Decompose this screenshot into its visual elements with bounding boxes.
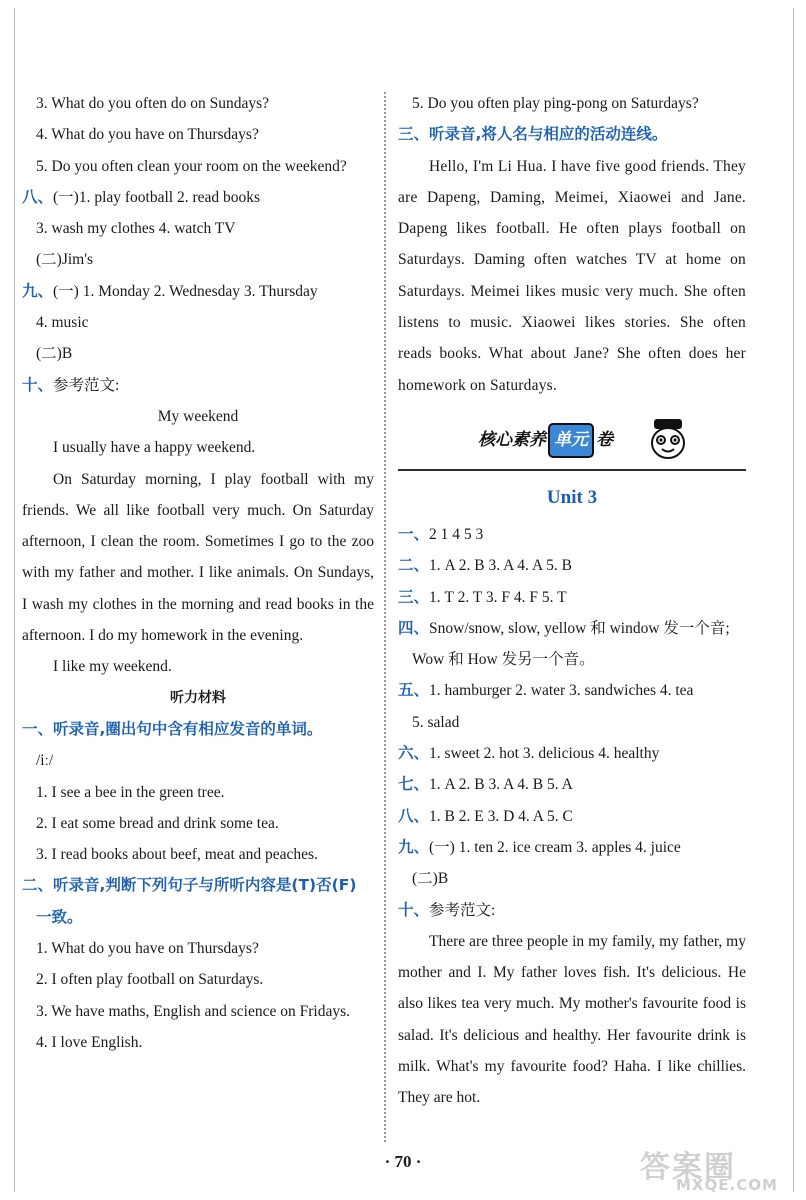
section-label: 一、 xyxy=(398,524,430,543)
answer-line: (二)Jim's xyxy=(36,251,94,269)
answer-row xyxy=(398,644,746,675)
listening-title: 听力材料 xyxy=(170,689,226,706)
answer-text: (一) 1. Monday 2. Wednesday 3. Thursday xyxy=(53,282,318,300)
answer-row xyxy=(398,707,746,738)
answer-text: 5. salad xyxy=(412,713,460,731)
answer-text: (一)1. play football 2. read books xyxy=(53,188,261,206)
answer-row xyxy=(398,550,746,581)
section-text: 听录音,将人名与相应的活动连线。 xyxy=(429,125,668,144)
answer-row xyxy=(398,769,746,800)
answer-text: Snow/snow, slow, yellow 和 window 发一个音; xyxy=(429,619,730,637)
answer-list xyxy=(398,519,746,895)
answer-row xyxy=(398,582,746,613)
unit-title: Unit 3 xyxy=(546,486,598,508)
section-label: 二、 xyxy=(398,556,430,575)
section-10 xyxy=(22,370,374,401)
answer-text: 1. hamburger 2. water 3. sandwiches 4. tea xyxy=(429,682,694,700)
question-line: 4. What do you have on Thursdays? xyxy=(36,126,259,144)
banner-box: 单元 xyxy=(548,423,594,458)
listening-item: 2. I often play football on Saturdays. xyxy=(36,971,264,989)
right-column xyxy=(398,88,746,1114)
phonetic-symbol: /iː/ xyxy=(36,752,54,770)
answer-line: 3. wash my clothes 4. watch TV xyxy=(36,220,236,238)
essay-paragraph: I usually have a happy weekend. xyxy=(53,439,256,457)
answer-text: (二)B xyxy=(412,870,449,888)
answer-text: 2 1 4 5 3 xyxy=(429,525,484,543)
question-line: 3. What do you often do on Sundays? xyxy=(36,95,270,112)
answer-row xyxy=(398,832,746,863)
section-label: 一、 xyxy=(22,719,54,738)
section-label: 八、 xyxy=(22,187,54,206)
answer-row xyxy=(398,613,746,644)
listening-section-3 xyxy=(398,119,746,150)
answer-text: 1. B 2. E 3. D 4. A 5. C xyxy=(429,807,573,825)
listening-item: 3. We have maths, English and science on Fridays. xyxy=(36,1002,350,1020)
answer-row xyxy=(398,801,746,832)
answer-text: 1. A 2. B 3. A 4. B 5. A xyxy=(429,776,573,794)
section-label: 四、 xyxy=(398,618,430,637)
listening-item: 5. Do you often play ping-pong on Saturdays? xyxy=(412,95,699,112)
answer-text: (一) 1. ten 2. ice cream 3. apples 4. juice xyxy=(429,838,681,856)
watermark xyxy=(640,1142,796,1196)
section-label: 八、 xyxy=(398,806,430,825)
essay-paragraph: I like my weekend. xyxy=(53,658,172,676)
section-text-cont: 一致。 xyxy=(36,907,83,926)
essay-title: My weekend xyxy=(157,407,239,425)
answer-row xyxy=(398,519,746,550)
listening-section-1 xyxy=(22,714,374,745)
watermark-cn: 答案圈 xyxy=(640,1150,736,1185)
answer-text: 1. A 2. B 3. A 4. A 5. B xyxy=(429,557,572,575)
section-label: 十、 xyxy=(398,900,430,919)
section-text: 参考范文: xyxy=(53,376,120,394)
unit-banner xyxy=(398,405,746,471)
essay-paragraph: On Saturday morning, I play football with my friends. We all like football very much. On Saturday afternoon, I clean the room. Sometimes I go to the zoo with my father and mother. I like animals. On Sundays, I wash my clothes in the morning and read books in the afternoon. I do my homework in the evening. xyxy=(22,470,374,645)
mascot-icon xyxy=(646,413,690,461)
listening-passage: Hello, I'm Li Hua. I have five good friends. They are Dapeng, Daming, Meimei, Xiaowei and Jane. Dapeng likes football. He often plays football on Saturdays. Daming often watches TV at home on Saturdays. Meimei likes music very much. She often listens to music. Xiaowei likes stories. She often reads books. What about Jane? She often does her homework on Saturdays. xyxy=(398,157,746,394)
answer-row xyxy=(398,863,746,894)
section-label: 五、 xyxy=(398,681,430,700)
page-number: · 70 · xyxy=(384,1152,422,1171)
section-10-right xyxy=(398,895,746,926)
section-label: 九、 xyxy=(398,837,430,856)
answer-text: 1. T 2. T 3. F 4. F 5. T xyxy=(429,588,567,606)
listening-section-2 xyxy=(22,870,374,901)
listening-item: 1. I see a bee in the green tree. xyxy=(36,783,225,801)
answer-line: 4. music xyxy=(36,314,89,332)
answer-text: Wow 和 How 发另一个音。 xyxy=(412,651,595,669)
section-label: 九、 xyxy=(22,281,54,300)
answer-text: 1. sweet 2. hot 3. delicious 4. healthy xyxy=(429,745,660,763)
section-label: 三、 xyxy=(398,587,430,606)
watermark-en: MXQE.COM xyxy=(676,1176,778,1194)
section-label: 六、 xyxy=(398,744,430,763)
question-line: 5. Do you often clean your room on the weekend? xyxy=(36,157,347,175)
left-column xyxy=(22,88,374,1058)
listening-item: 4. I love English. xyxy=(36,1033,143,1051)
listening-item: 2. I eat some bread and drink some tea. xyxy=(36,814,279,832)
banner-title: 核心素养 单元 卷 xyxy=(478,423,613,458)
section-text: 听录音,判断下列句子与所听内容是(T)否(F) xyxy=(53,876,357,895)
section-label: 二、 xyxy=(22,876,54,895)
essay-paragraph: There are three people in my family, my father, my mother and I. My father loves fish. It's delicious. He also likes tea very much. My mother's favourite food is salad. It's delicious and healthy. Her favourite drink is milk. What's my favourite food? Haha. I like chillies. They are hot. xyxy=(398,932,746,1107)
column-divider xyxy=(384,92,386,1142)
section-label: 十、 xyxy=(22,375,54,394)
section-text: 听录音,圈出句中含有相应发音的单词。 xyxy=(53,719,323,738)
section-label: 七、 xyxy=(398,775,430,794)
section-label: 三、 xyxy=(398,125,430,144)
listening-item: 3. I read books about beef, meat and peaches. xyxy=(36,846,318,864)
section-9 xyxy=(22,276,374,307)
section-8 xyxy=(22,182,374,213)
section-text: 参考范文: xyxy=(429,901,496,919)
answer-line: (二)B xyxy=(36,345,73,363)
answer-row xyxy=(398,738,746,769)
answer-row xyxy=(398,675,746,706)
listening-item: 1. What do you have on Thursdays? xyxy=(36,940,259,958)
